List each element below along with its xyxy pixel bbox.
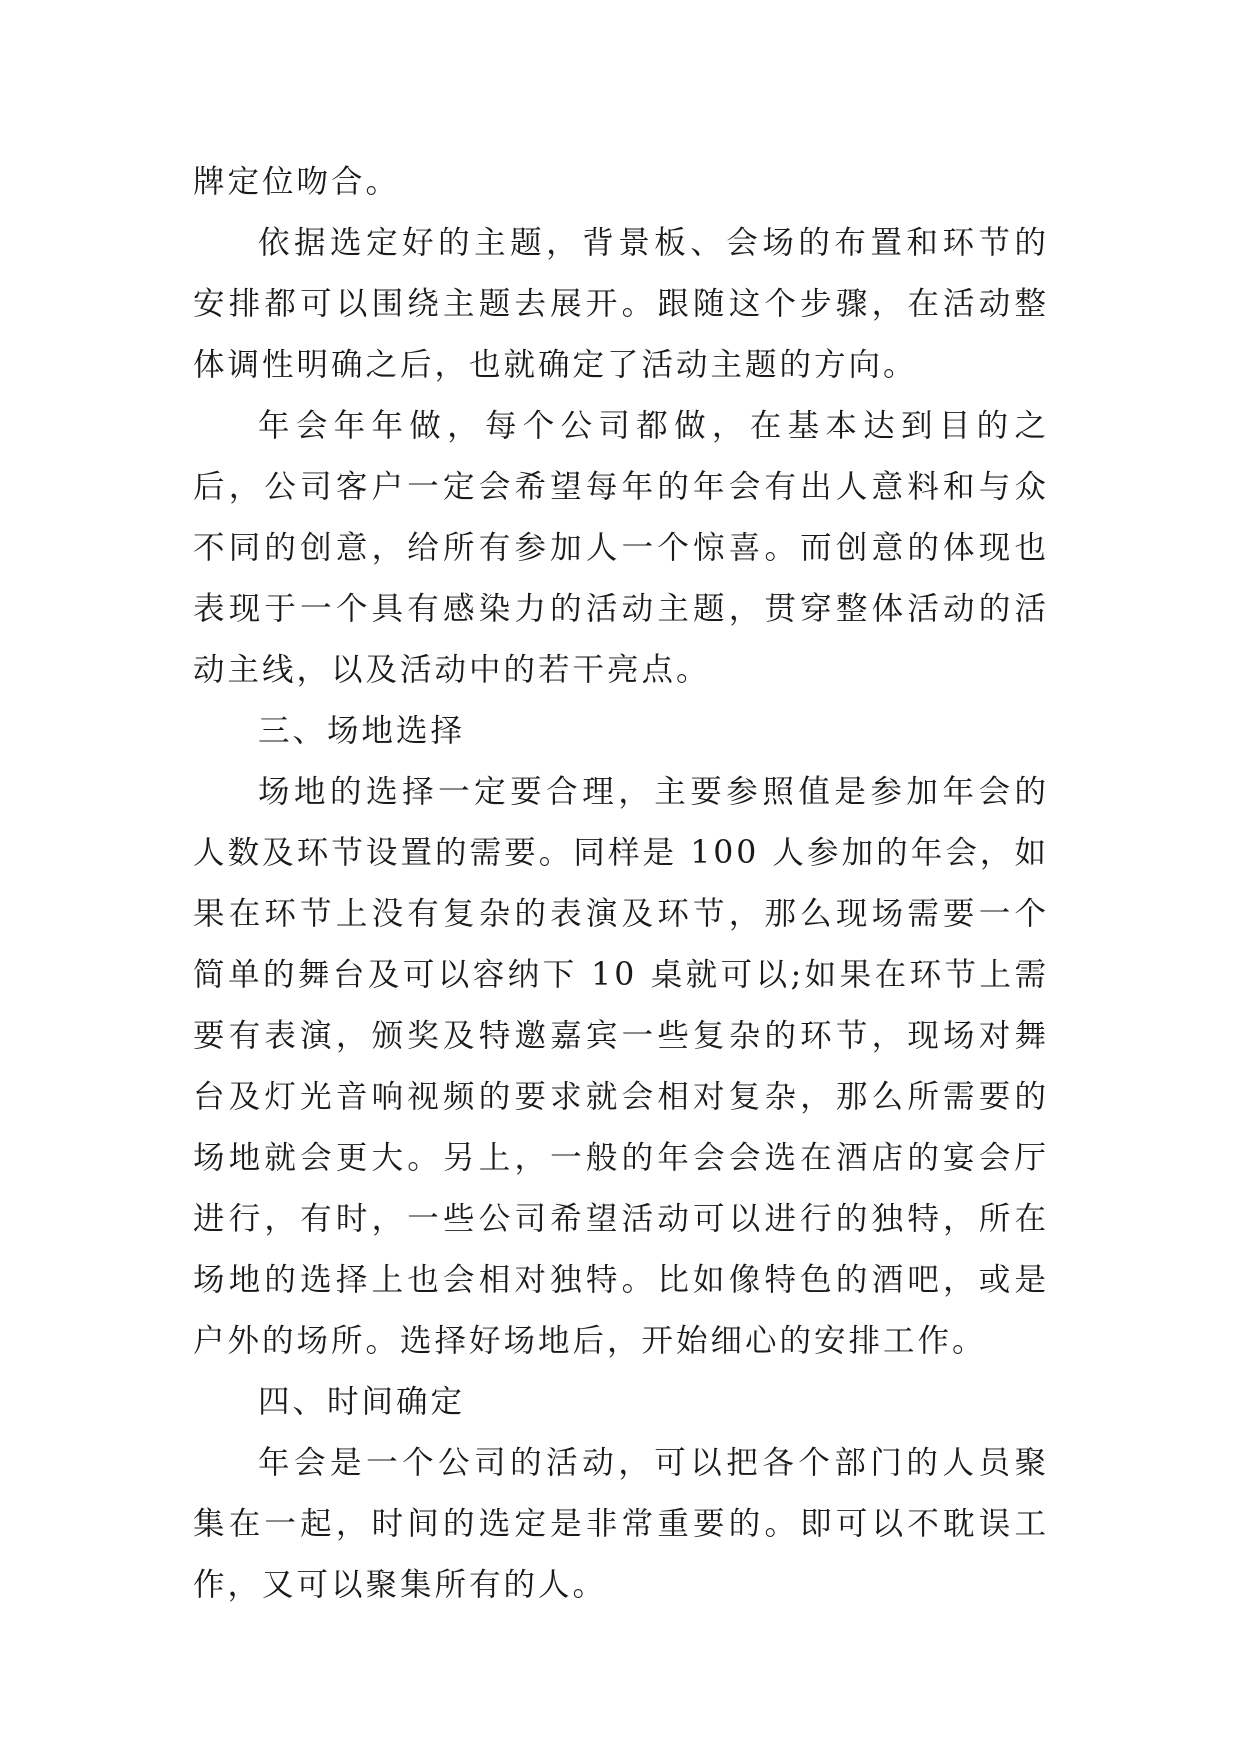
paragraph-venue-selection: 场地的选择一定要合理，主要参照值是参加年会的人数及环节设置的需要。同样是 100 人参加的年会，如果在环节上没有复杂的表演及环节，那么现场需要一个简单的舞台及可以容纳下 10 桌就可以;如果在环节上需要有表演，颁奖及特邀嘉宾一些复杂的环节，现场对舞台及灯光音响视频的要求就会相对复杂，那么所需要的场地就会更大。另上，一般的年会会选在酒店的宴会厅进行，有时，一些公司希望活动可以进行的独特，所在场地的选择上也会相对独特。比如像特色的酒吧，或是户外的场所。选择好场地后，开始细心的安排工作。 [193,774,1049,1359]
section-heading-time: 四、时间确定 [258,1384,466,1420]
paragraph-time-selection: 年会是一个公司的活动，可以把各个部门的人员聚集在一起，时间的选定是非常重要的。即可以不耽误工作，又可以聚集所有的人。 [193,1445,1049,1603]
document-body [193,152,1049,1616]
section-heading-venue: 三、场地选择 [258,713,466,749]
paragraph-theme-layout: 依据选定好的主题，背景板、会场的布置和环节的安排都可以围绕主题去展开。跟随这个步骤，在活动整体调性明确之后，也就确定了活动主题的方向。 [193,225,1049,383]
paragraph-continuation: 牌定位吻合。 [193,164,401,200]
paragraph-creativity: 年会年年做，每个公司都做，在基本达到目的之后，公司客户一定会希望每年的年会有出人意料和与众不同的创意，给所有参加人一个惊喜。而创意的体现也表现于一个具有感染力的活动主题，贯穿整体活动的活动主线，以及活动中的若干亮点。 [193,408,1049,688]
